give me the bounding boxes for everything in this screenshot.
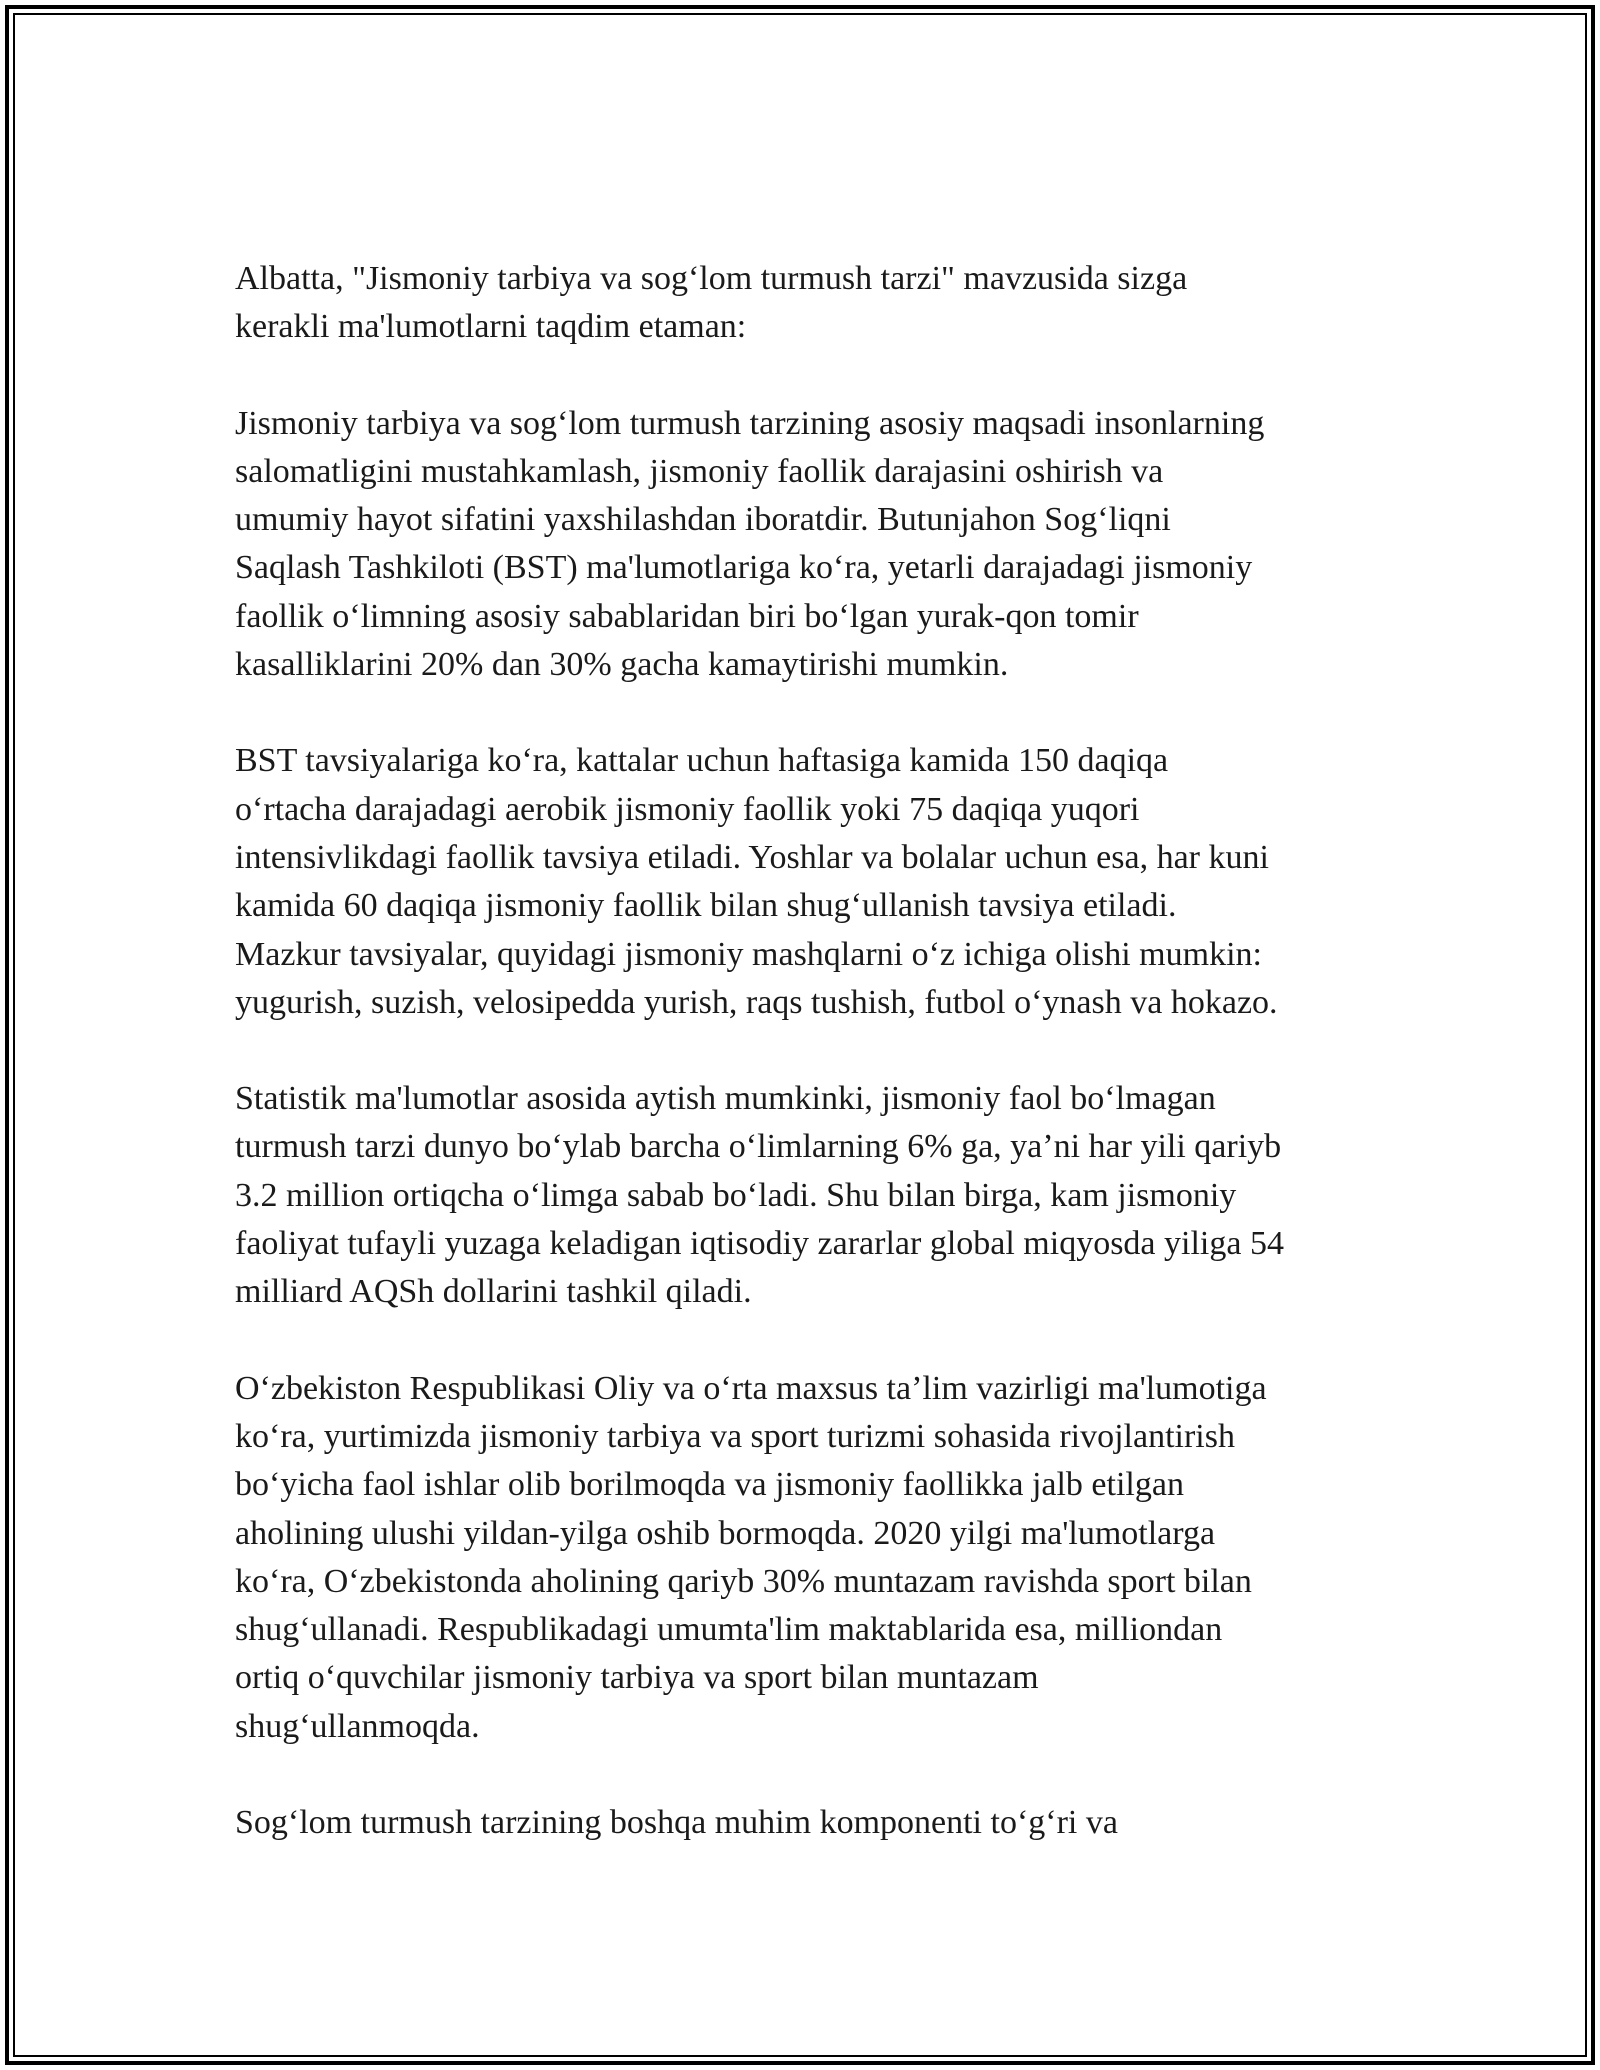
paragraph-purpose: Jismoniy tarbiya va sog‘lom turmush tarzining asosiy maqsadi insonlarning salomatligini mustahkamlash, jismoniy faollik darajasini oshirish va umumiy hayot sifatini yaxshilashdan iboratdir. Butunjahon Sog‘liqni Saqlash Tashkiloti (BST) ma'lumotlariga ko‘ra, yetarli darajadagi jismoniy faollik o‘limning asosiy sabablaridan biri bo‘lgan yurak-qon tomir kasalliklarini 20% dan 30% gacha kamaytirishi mumkin.: [235, 404, 1265, 684]
paragraph-uzbekistan: O‘zbekiston Respublikasi Oliy va o‘rta maxsus ta’lim vazirligi ma'lumotiga ko‘ra, yurtimizda jismoniy tarbiya va sport turizmi sohasida rivojlantirish bo‘yicha faol ishlar olib borilmoqda va jismoniy faollikka jalb etilgan aholining ulushi yildan-yilga oshib bormoqda. 2020 yilgi ma'lumotlarga ko‘ra, O‘zbekistonda aholining qariyb 30% muntazam ravishda sport bilan shug‘ullanadi. Respublikadagi umumta'lim maktablarida esa, milliondan ortiq o‘quvchilar jismoniy tarbiya va sport bilan muntazam shug‘ullanmoqda.: [235, 1369, 1267, 1745]
paragraph-intro: Albatta, "Jismoniy tarbiya va sog‘lom turmush tarzi" mavzusida sizga kerakli ma'lumotlarni taqdim etaman:: [235, 260, 1188, 346]
paragraph-statistics: Statistik ma'lumotlar asosida aytish mumkinki, jismoniy faol bo‘lmagan turmush tarzi dunyo bo‘ylab barcha o‘limlarning 6% ga, ya’ni har yili qariyb 3.2 million ortiqcha o‘limga sabab bo‘ladi. Shu bilan birga, kam jismoniy faoliyat tufayli yuzaga keladigan iqtisodiy zararlar global miqyosda yiliga 54 milliard AQSh dollarini tashkil qiladi.: [235, 1080, 1284, 1311]
paragraph-healthy-lifestyle: Sog‘lom turmush tarzining boshqa muhim komponenti to‘g‘ri va: [235, 1804, 1118, 1842]
paragraph-recommendations: BST tavsiyalariga ko‘ra, kattalar uchun haftasiga kamida 150 daqiqa o‘rtacha darajadagi aerobik jismoniy faollik yoki 75 daqiqa yuqori intensivlikdagi faollik tavsiya etiladi. Yoshlar va bolalar uchun esa, har kuni kamida 60 daqiqa jismoniy faollik bilan shug‘ullanish tavsiya etiladi. Mazkur tavsiyalar, quyidagi jismoniy mashqlarni o‘z ichiga olishi mumkin: yugurish, suzish, velosipedda yurish, raqs tushish, futbol o‘ynash va hokazo.: [235, 742, 1278, 1021]
document-body: [235, 255, 1385, 1895]
